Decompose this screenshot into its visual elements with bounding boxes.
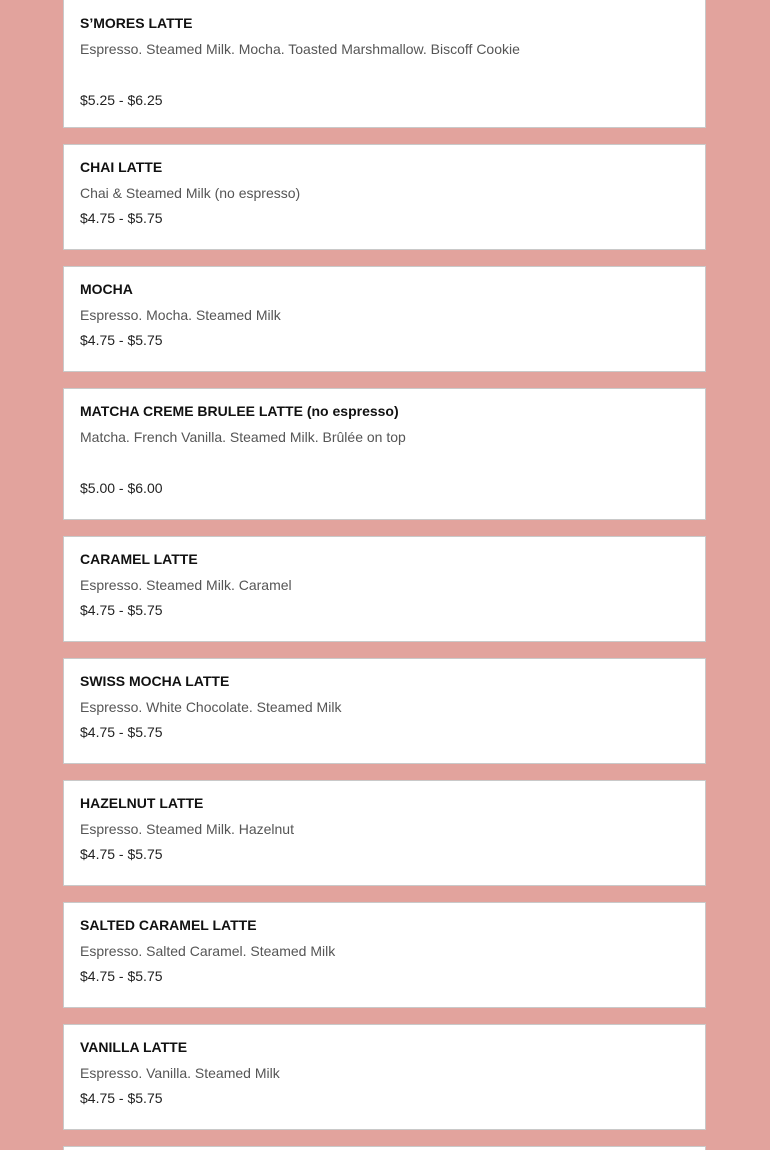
menu-item-description: Espresso. Mocha. Steamed Milk [80,307,281,323]
menu-item-description: Espresso. Vanilla. Steamed Milk [80,1065,280,1081]
menu-item-partial[interactable] [63,1146,706,1150]
menu-item-name: SWISS MOCHA LATTE [80,673,230,689]
menu-item-name: HAZELNUT LATTE [80,795,204,811]
menu-item-matcha-creme-brulee-latte[interactable] [63,388,706,520]
menu-item-name: CHAI LATTE [80,159,163,175]
menu-item-salted-caramel-latte[interactable] [63,902,706,1008]
menu-item-price: $4.75 - $5.75 [80,332,163,348]
menu-item-smores-latte[interactable] [63,0,706,128]
menu-item-name: CARAMEL LATTE [80,551,198,567]
menu-item-price: $4.75 - $5.75 [80,968,163,984]
menu-item-description: Chai & Steamed Milk (no espresso) [80,185,301,201]
menu-item-description: Espresso. Steamed Milk. Caramel [80,577,292,593]
menu-item-name: SALTED CARAMEL LATTE [80,917,257,933]
menu-item-chai-latte[interactable] [63,144,706,250]
menu-item-name: S’MORES LATTE [80,15,193,31]
menu-item-swiss-mocha-latte[interactable] [63,658,706,764]
menu-item-price: $4.75 - $5.75 [80,602,163,618]
menu-item-hazelnut-latte[interactable] [63,780,706,886]
menu-item-price: $5.25 - $6.25 [80,92,163,108]
menu-item-vanilla-latte[interactable] [63,1024,706,1130]
menu-item-price: $4.75 - $5.75 [80,1090,163,1106]
menu-item-caramel-latte[interactable] [63,536,706,642]
menu-item-description: Espresso. Steamed Milk. Mocha. Toasted Marshmallow. Biscoff Cookie [80,41,520,57]
menu-item-description: Espresso. White Chocolate. Steamed Milk [80,699,342,715]
menu-item-price: $4.75 - $5.75 [80,210,163,226]
menu-item-price: $4.75 - $5.75 [80,846,163,862]
menu-item-description: Matcha. French Vanilla. Steamed Milk. Brûlée on top [80,429,406,445]
menu-item-description: Espresso. Salted Caramel. Steamed Milk [80,943,336,959]
menu-item-name: VANILLA LATTE [80,1039,188,1055]
menu-item-description: Espresso. Steamed Milk. Hazelnut [80,821,294,837]
menu-item-name: MATCHA CREME BRULEE LATTE (no espresso) [80,403,399,419]
menu-item-price: $4.75 - $5.75 [80,724,163,740]
menu-item-price: $5.00 - $6.00 [80,480,163,496]
menu-item-name: MOCHA [80,281,133,297]
menu-item-mocha[interactable] [63,266,706,372]
